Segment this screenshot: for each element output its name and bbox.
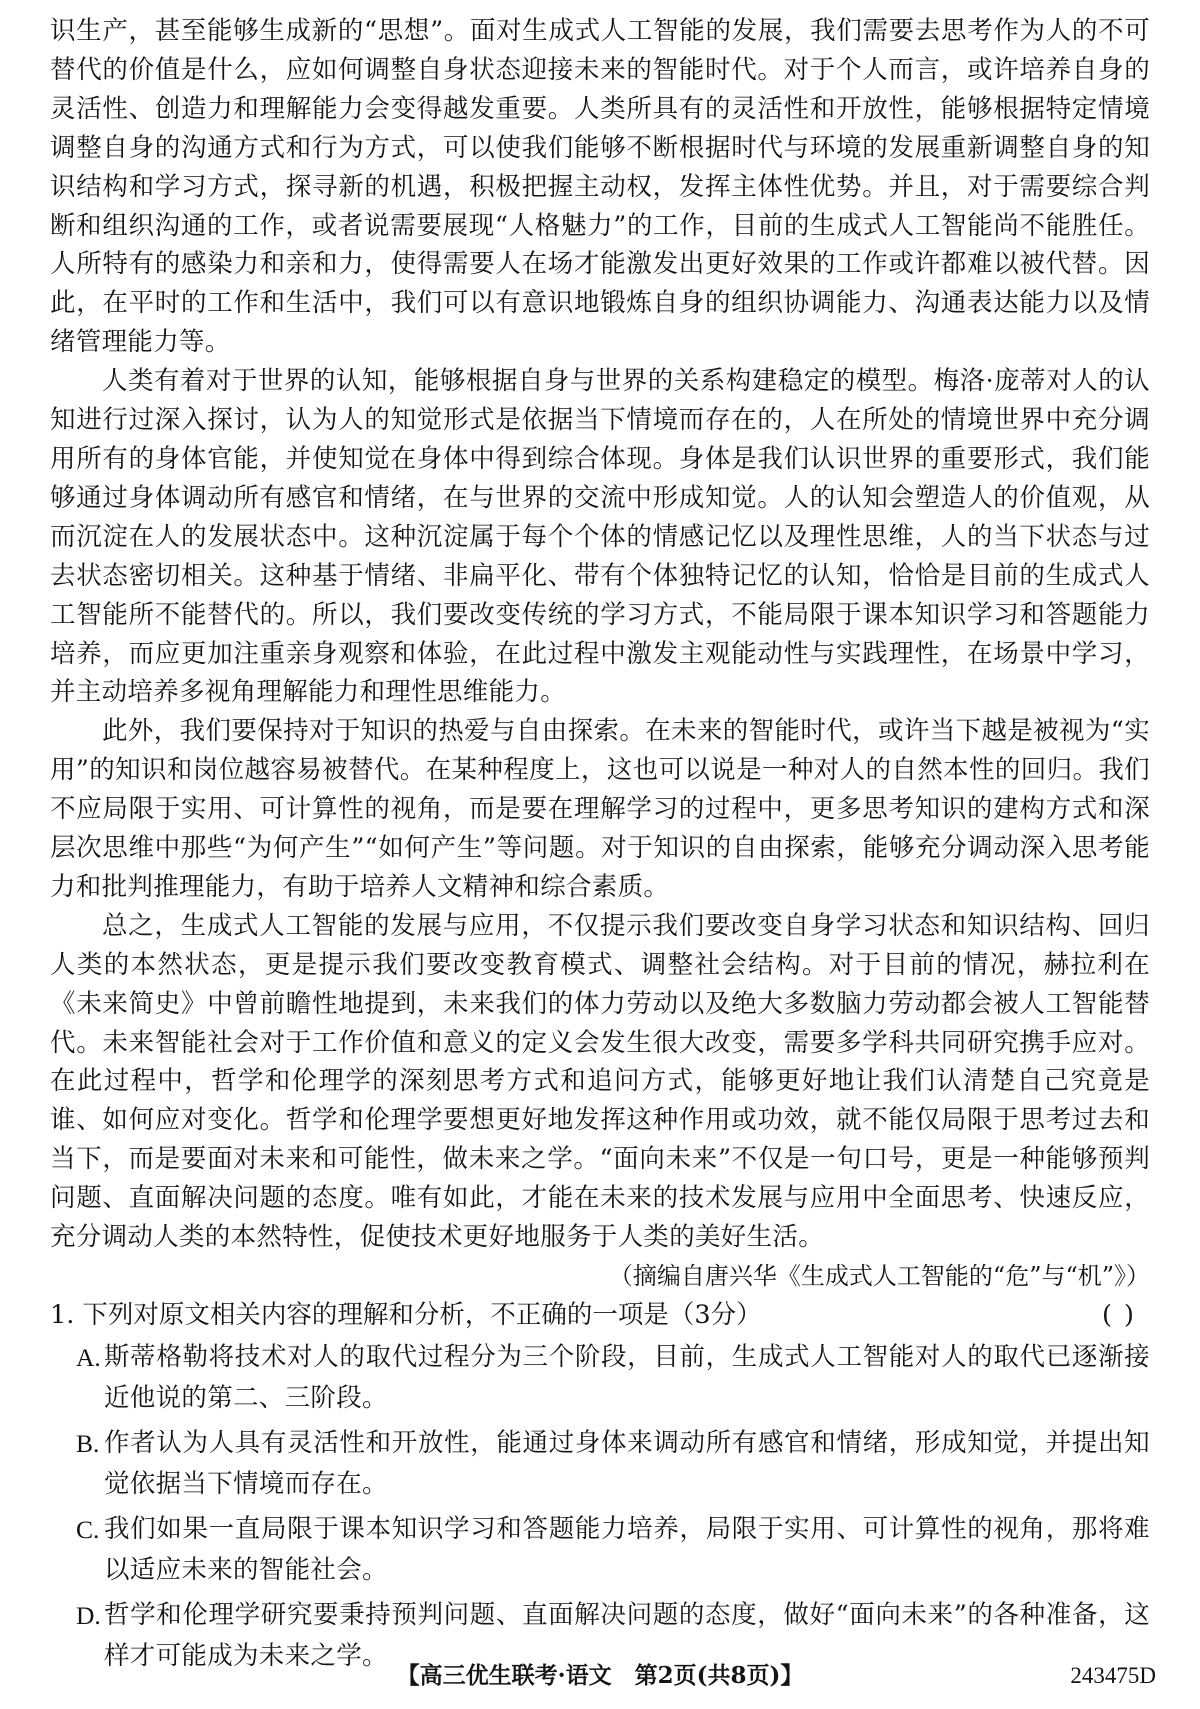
article-source-citation: （摘编自唐兴华《生成式人工智能的“危”与“机”》） <box>608 1262 1150 1290</box>
article-paragraph-2: 人类有着对于世界的认知，能够根据自身与世界的关系构建稳定的模型。梅洛·庞蒂对人的认知进行过深入探讨，认为人的知觉形式是依据当下情境而存在的，人在所处的情境世界中充分调用所有的身体官能，并使知觉在身体中得到综合体现。身体是我们认识世界的重要形式，我们能够通过身体调动所有感官和情绪，在与世界的交流中形成知觉。人的认知会塑造人的价值观，从而沉淀在人的发展状态中。这种沉淀属于每个个体的情感记忆以及理性思维，人的当下状态与过去状态密切相关。这种基于情绪、非扁平化、带有个体独特记忆的认知，恰恰是目前的生成式人工智能所不能替代的。所以，我们要改变传统的学习方式，不能局限于课本知识学习和答题能力培养，而应更加注重亲身观察和体验，在此过程中激发主观能动性与实践理性，在场景中学习，并主动培养多视角理解能力和理性思维能力。 <box>50 366 1150 708</box>
article-paragraph-4: 总之，生成式人工智能的发展与应用，不仅提示我们要改变自身学习状态和知识结构、回归人类的本然状态，更是提示我们要改变教育模式、调整社会结构。对于目前的情况，赫拉利在《未来简史》中曾前瞻性地提到，未来我们的体力劳动以及绝大多数脑力劳动都会被人工智能替代。未来智能社会对于工作价值和意义的定义会发生很大改变，需要多学科共同研究携手应对。在此过程中，哲学和伦理学的深刻思考方式和追问方式，能够更好地让我们认清楚自己究竟是谁、如何应对变化。哲学和伦理学要想更好地发挥这种作用或功效，就不能仅局限于思考过去和当下，而是要面对未来和可能性，做未来之学。“面向未来”不仅是一句口号，更是一种能够预判问题、直面解决问题的态度。唯有如此，才能在未来的技术发展与应用中全面思考、快速反应，充分调动人类的本然特性，促使技术更好地服务于人类的美好生活。 <box>50 910 1150 1253</box>
option-text: 斯蒂格勒将技术对人的取代过程分为三个阶段，目前，生成式人工智能对人的取代已逐渐接近他说的第二、三阶段。 <box>104 1341 1150 1413</box>
article-paragraph-1: 识生产，甚至能够生成新的“思想”。面对生成式人工智能的发展，我们需要去思考作为人的不可替代的价值是什么，应如何调整自身状态迎接未来的智能时代。对于个人而言，或许培养自身的灵活性、创造力和理解能力会变得越发重要。人类所具有的灵活性和开放性，能够根据特定情境调整自身的沟通方式和行为方式，可以使我们能够不断根据时代与环境的发展重新调整自身的知识结构和学习方式，探寻新的机遇，积极把握主动权，发挥主体性优势。并且，对于需要综合判断和组织沟通的工作，或者说需要展现“人格魅力”的工作，目前的生成式人工智能尚不能胜任。人所特有的感染力和亲和力，使得需要人在场才能激发出更好效果的工作或许都难以被代替。因此，在平时的工作和生活中，我们可以有意识地锻炼自身的组织协调能力、沟通表达能力以及情绪管理能力等。 <box>50 16 1150 358</box>
question-stem: 1. 下列对原文相关内容的理解和分析，不正确的一项是（3分） <box>50 1299 762 1330</box>
option-a <box>50 1337 1150 1419</box>
option-text: 我们如果一直局限于课本知识学习和答题能力培养，局限于实用、可计算性的视角，那将难以适应未来的智能社会。 <box>104 1513 1150 1585</box>
option-letter: B. <box>76 1428 100 1458</box>
option-text: 作者认为人具有灵活性和开放性，能通过身体来调动所有感官和情绪，形成知觉，并提出知觉依据当下情境而存在。 <box>104 1427 1150 1499</box>
footer-paper-code: 243475D <box>1070 1663 1156 1688</box>
article-paragraph-3: 此外，我们要保持对于知识的热爱与自由探索。在未来的智能时代，或许当下越是被视为“实用”的知识和岗位越容易被替代。在某种程度上，这也可以说是一种对人的自然本性的回归。我们不应局限于实用、可计算性的视角，而是要在理解学习的过程中，更多思考知识的建构方式和深层次思维中那些“为何产生”“如何产生”等问题。对于知识的自由探索，能够充分调动深入思考能力和批判推理能力，有助于培养人文精神和综合素质。 <box>50 716 1150 902</box>
option-text: 哲学和伦理学研究要秉持预判问题、直面解决问题的态度，做好“面向未来”的各种准备，这样才可能成为未来之学。 <box>104 1599 1150 1671</box>
option-b <box>50 1423 1150 1505</box>
question-1 <box>50 1296 1150 1335</box>
footer-exam-title: 【高三优生联考·语文 第2页(共8页)】 <box>396 1662 804 1689</box>
option-letter: C. <box>76 1514 100 1544</box>
option-letter: D. <box>76 1600 101 1630</box>
option-c <box>50 1509 1150 1591</box>
article-body <box>50 12 1150 1681</box>
option-letter: A. <box>76 1342 101 1372</box>
page-footer <box>0 1658 1200 1694</box>
answer-blank: ( ) <box>1101 1299 1136 1330</box>
